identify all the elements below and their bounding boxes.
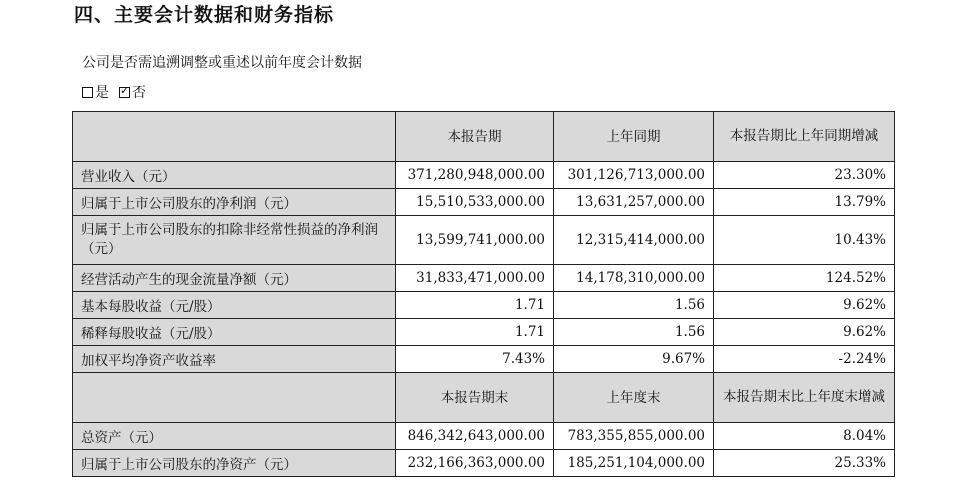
row-change-value: 9.62% — [714, 319, 895, 346]
row-previous-value: 9.67% — [554, 346, 714, 373]
table-row — [73, 265, 895, 292]
row-current-value: 7.43% — [396, 346, 554, 373]
row-current-value: 31,833,471,000.00 — [396, 265, 554, 292]
table-row — [73, 162, 895, 189]
checkbox-yes[interactable] — [82, 87, 93, 98]
header-period-end-change: 本报告期末比上年度末增减 — [714, 373, 895, 423]
restatement-question: 公司是否需追溯调整或重述以前年度会计数据 — [82, 55, 362, 71]
row-label: 归属于上市公司股东的扣除非经常性损益的净利润（元） — [73, 216, 396, 265]
row-label: 营业收入（元） — [73, 162, 396, 189]
row-label: 归属于上市公司股东的净资产（元） — [73, 450, 396, 477]
header2-blank — [73, 373, 396, 423]
row-previous-value: 1.56 — [554, 292, 714, 319]
table-row — [73, 189, 895, 216]
row-current-value: 371,280,948,000.00 — [396, 162, 554, 189]
row-change-value: 10.43% — [714, 216, 895, 265]
restatement-choice — [82, 82, 156, 102]
row-current-value: 15,510,533,000.00 — [396, 189, 554, 216]
row-previous-value: 301,126,713,000.00 — [554, 162, 714, 189]
row-current-value: 846,342,643,000.00 — [396, 423, 554, 450]
row-label: 稀释每股收益（元/股） — [73, 319, 396, 346]
financial-indicators-table — [72, 111, 895, 477]
header-current-period: 本报告期 — [396, 112, 554, 162]
row-change-value: 8.04% — [714, 423, 895, 450]
row-current-value: 232,166,363,000.00 — [396, 450, 554, 477]
row-previous-value: 13,631,257,000.00 — [554, 189, 714, 216]
row-label: 归属于上市公司股东的净利润（元） — [73, 189, 396, 216]
table-header-row — [73, 112, 895, 162]
row-previous-value: 185,251,104,000.00 — [554, 450, 714, 477]
header-prior-period: 上年同期 — [554, 112, 714, 162]
checkbox-no[interactable] — [119, 87, 130, 98]
header-period-end: 本报告期末 — [396, 373, 554, 423]
table-header-row-2 — [73, 373, 895, 423]
table-row — [73, 346, 895, 373]
table-row — [73, 319, 895, 346]
option-yes-label: 是 — [95, 85, 109, 101]
row-label: 总资产（元） — [73, 423, 396, 450]
header-prior-year-end: 上年度末 — [554, 373, 714, 423]
row-change-value: 124.52% — [714, 265, 895, 292]
row-previous-value: 12,315,414,000.00 — [554, 216, 714, 265]
row-current-value: 1.71 — [396, 319, 554, 346]
row-change-value: 23.30% — [714, 162, 895, 189]
row-label: 经营活动产生的现金流量净额（元） — [73, 265, 396, 292]
row-current-value: 13,599,741,000.00 — [396, 216, 554, 265]
row-previous-value: 14,178,310,000.00 — [554, 265, 714, 292]
table-row — [73, 423, 895, 450]
table-row — [73, 216, 895, 265]
row-label: 加权平均净资产收益率 — [73, 346, 396, 373]
section-title: 四、主要会计数据和财务指标 — [74, 4, 335, 26]
table-row — [73, 292, 895, 319]
header-period-change: 本报告期比上年同期增减 — [714, 112, 895, 162]
row-change-value: 25.33% — [714, 450, 895, 477]
row-previous-value: 1.56 — [554, 319, 714, 346]
row-change-value: -2.24% — [714, 346, 895, 373]
row-label: 基本每股收益（元/股） — [73, 292, 396, 319]
row-previous-value: 783,355,855,000.00 — [554, 423, 714, 450]
option-no-label: 否 — [132, 85, 146, 101]
header-blank — [73, 112, 396, 162]
row-change-value: 9.62% — [714, 292, 895, 319]
table-row — [73, 450, 895, 477]
row-change-value: 13.79% — [714, 189, 895, 216]
row-current-value: 1.71 — [396, 292, 554, 319]
